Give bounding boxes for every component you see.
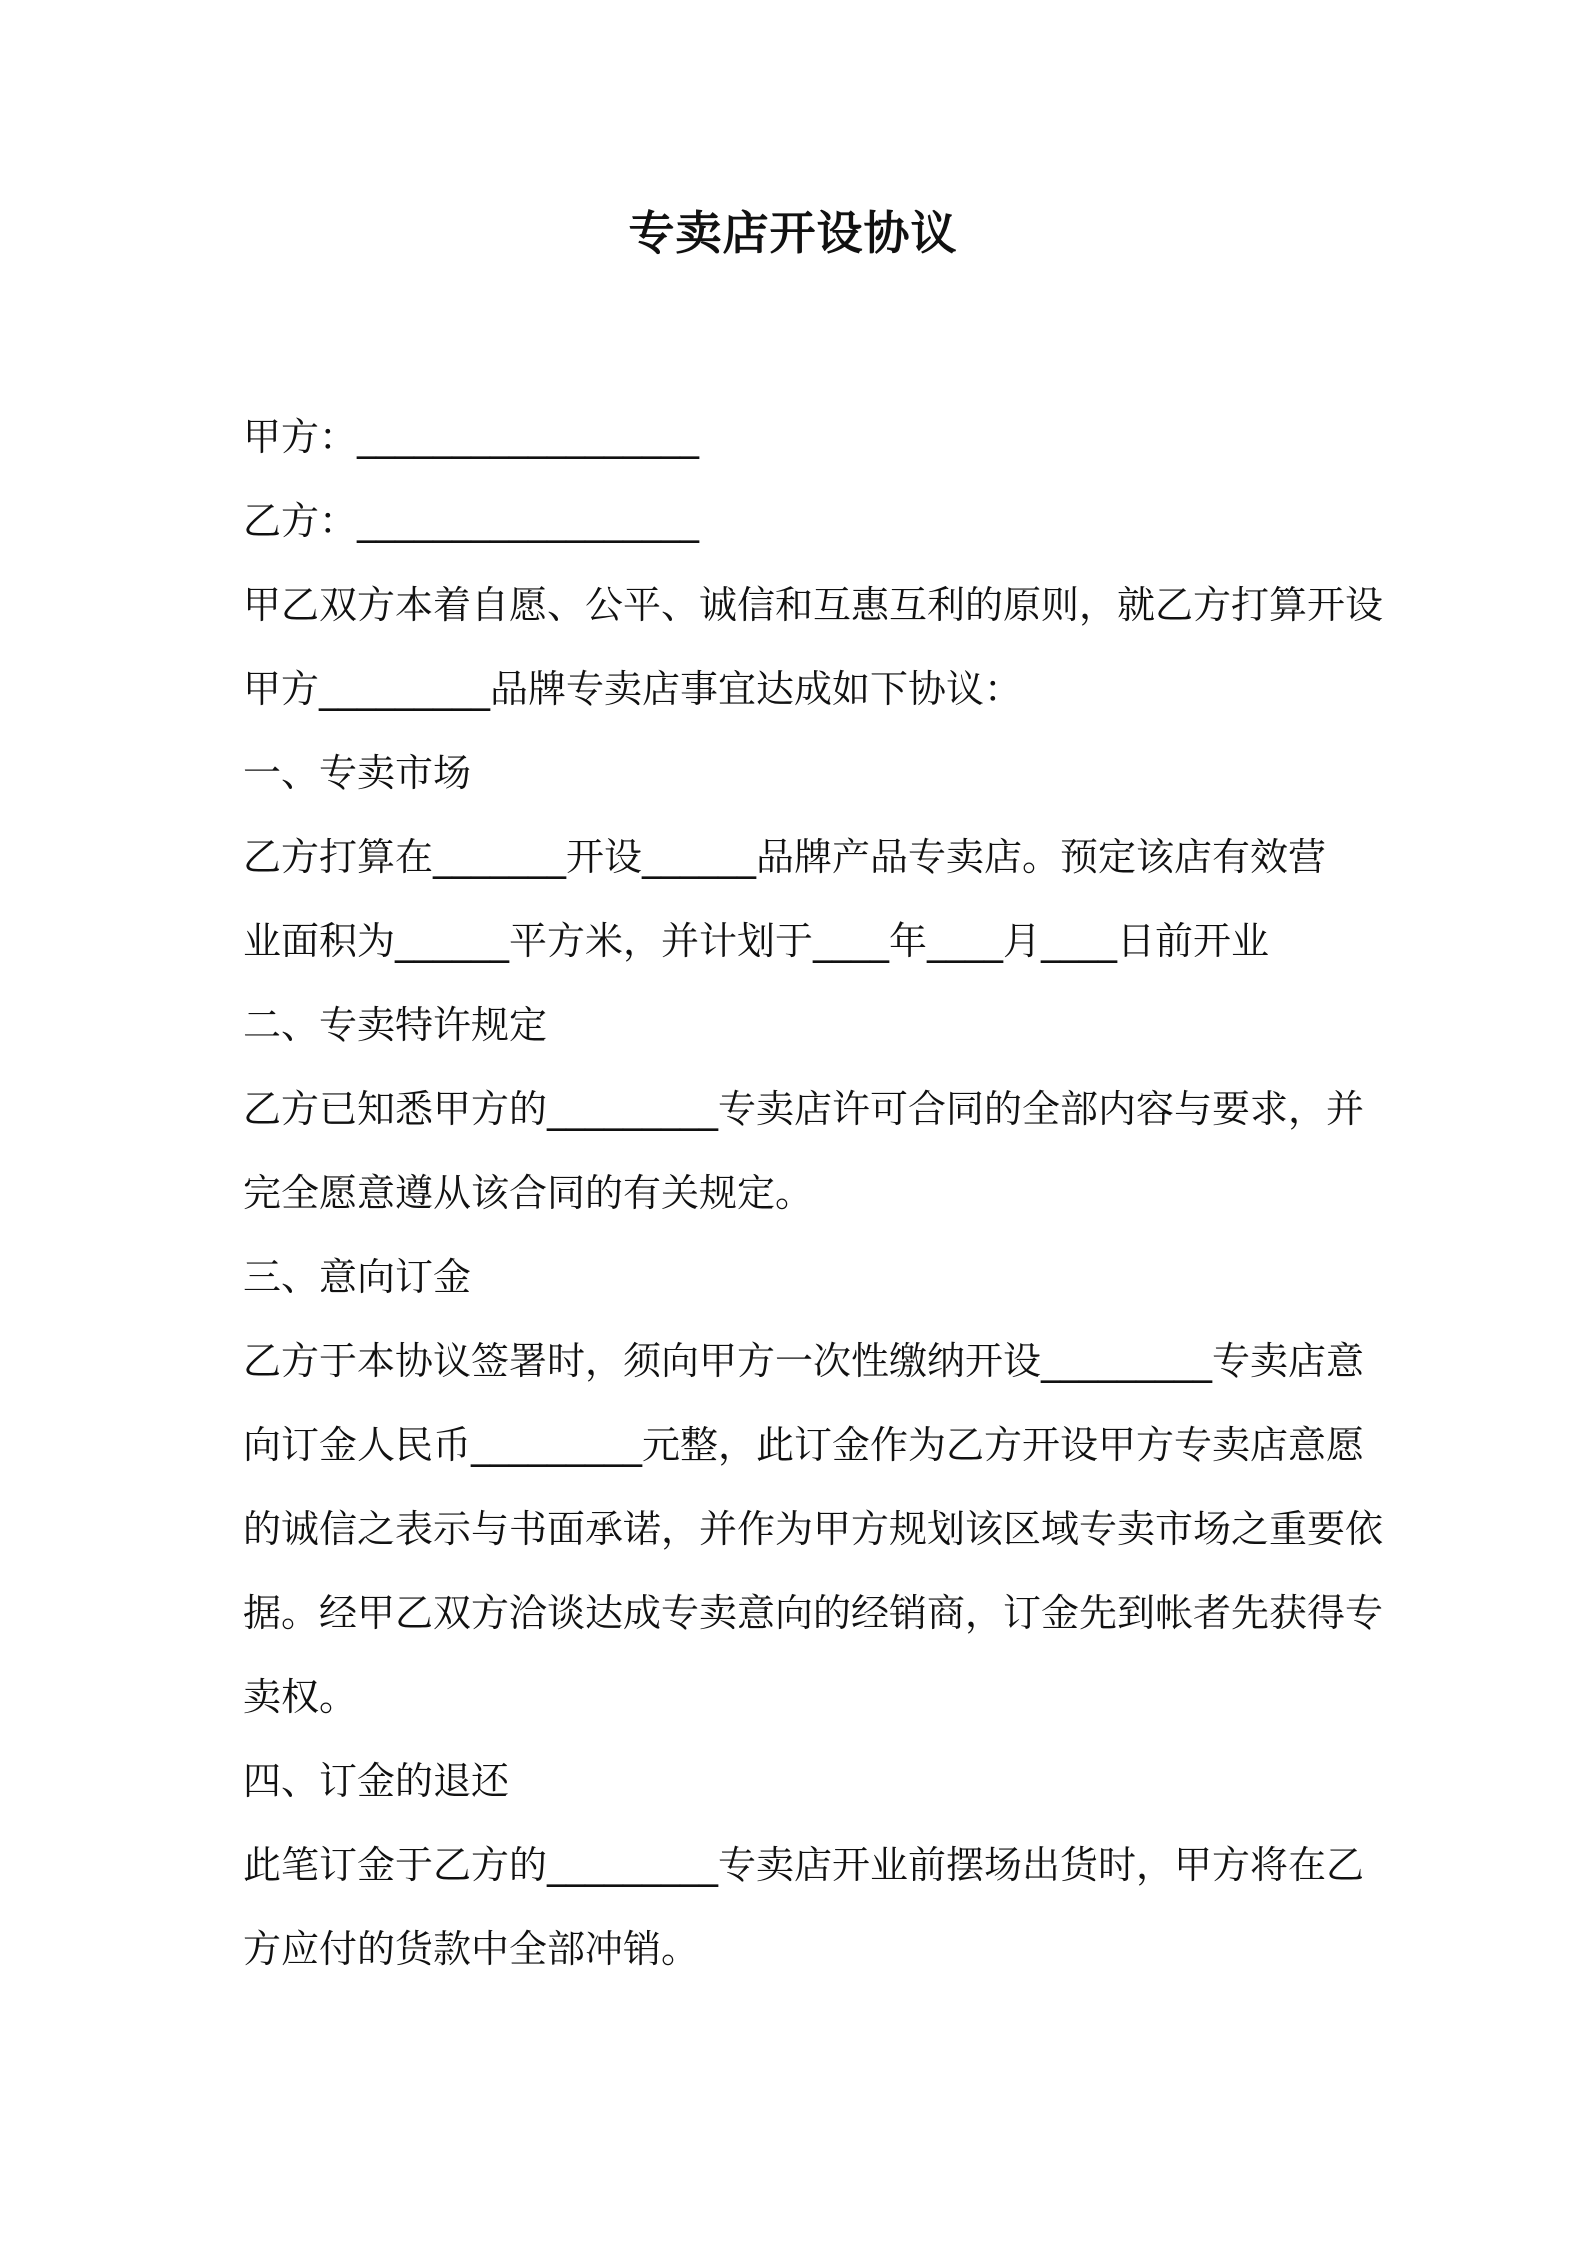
section-4-heading: 四、订金的退还 (243, 1759, 510, 1803)
preamble-line-1: 甲乙双方本着自愿、公平、诚信和互惠互利的原则，就乙方打算开设 (243, 583, 1384, 627)
party-b-line: 乙方：__________________ (243, 499, 700, 543)
section-1-heading: 一、专卖市场 (243, 751, 472, 795)
section-4-line-2: 方应付的货款中全部冲销。 (243, 1927, 700, 1971)
party-a-line: 甲方：__________________ (243, 415, 700, 459)
section-2-line-2: 完全愿意遵从该合同的有关规定。 (243, 1171, 814, 1215)
section-2-heading: 二、专卖特许规定 (243, 1003, 548, 1047)
section-3-line-4: 据。经甲乙双方洽谈达成专卖意向的经销商，订金先到帐者先获得专 (243, 1591, 1384, 1635)
document-title: 专卖店开设协议 (628, 206, 958, 260)
section-1-line-1: 乙方打算在_______开设______品牌产品专卖店。预定该店有效营 (243, 835, 1327, 879)
section-3-heading: 三、意向订金 (243, 1255, 472, 1299)
section-2-line-1: 乙方已知悉甲方的_________专卖店许可合同的全部内容与要求，并 (243, 1087, 1365, 1131)
section-4-line-1: 此笔订金于乙方的_________专卖店开业前摆场出货时，甲方将在乙 (243, 1843, 1365, 1887)
section-3-line-2: 向订金人民币_________元整，此订金作为乙方开设甲方专卖店意愿 (243, 1423, 1365, 1467)
section-3-line-3: 的诚信之表示与书面承诺，并作为甲方规划该区域专卖市场之重要依 (243, 1507, 1384, 1551)
preamble-line-2: 甲方_________品牌专卖店事宜达成如下协议： (243, 667, 1023, 711)
section-3-line-5: 卖权。 (243, 1675, 358, 1719)
section-3-line-1: 乙方于本协议签署时，须向甲方一次性缴纳开设_________专卖店意 (243, 1339, 1365, 1383)
section-1-line-2: 业面积为______平方米，并计划于____年____月____日前开业 (243, 919, 1270, 963)
